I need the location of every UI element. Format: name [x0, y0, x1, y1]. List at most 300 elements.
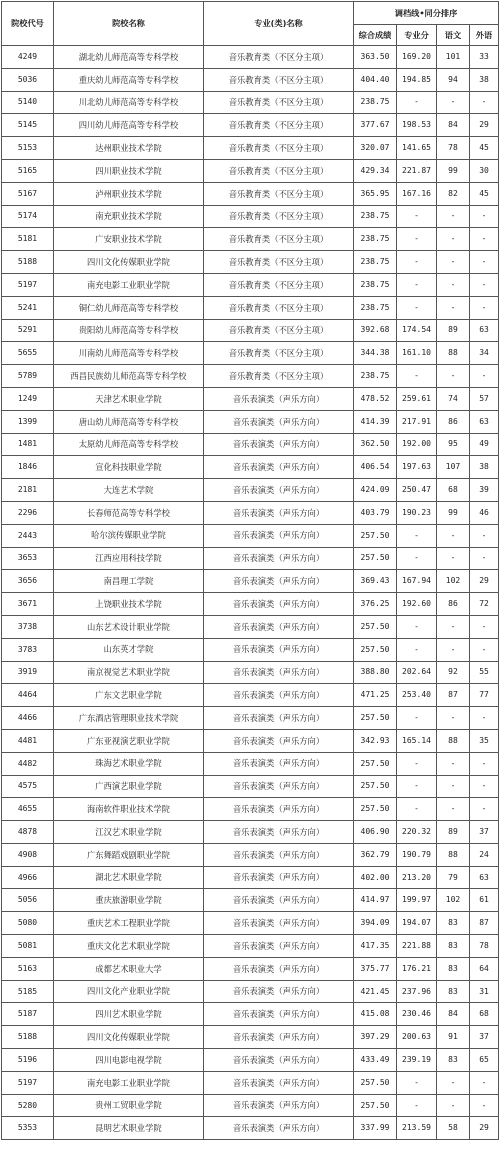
header-school-name: 院校名称 — [54, 2, 204, 46]
table-row — [2, 798, 499, 821]
school-name-cell: 西昌民族幼儿师范高等专科学校 — [54, 365, 204, 388]
chinese-score-cell: - — [437, 752, 470, 775]
table-row — [2, 1071, 499, 1094]
header-major-name: 专业(类)名称 — [204, 2, 354, 46]
table-row — [2, 638, 499, 661]
chinese-score-cell: - — [437, 251, 470, 274]
total-score-cell: 376.25 — [354, 593, 397, 616]
chinese-score-cell: 78 — [437, 137, 470, 160]
chinese-score-cell: 91 — [437, 1026, 470, 1049]
chinese-score-cell: 83 — [437, 912, 470, 935]
total-score-cell: 257.50 — [354, 1071, 397, 1094]
major-name-cell: 音乐教育类（不区分主项） — [204, 319, 354, 342]
major-name-cell: 音乐表演类（声乐方向） — [204, 1049, 354, 1072]
school-name-cell: 宣化科技职业学院 — [54, 456, 204, 479]
chinese-score-cell: - — [437, 775, 470, 798]
table-row — [2, 866, 499, 889]
admission-table-container — [1, 1, 498, 1140]
header-school-code: 院校代号 — [2, 2, 54, 46]
chinese-score-cell: 58 — [437, 1117, 470, 1140]
table-row — [2, 228, 499, 251]
school-code-cell: 5174 — [2, 205, 54, 228]
foreign-language-score-cell: - — [470, 91, 499, 114]
school-name-cell: 广东舞蹈戏剧职业学院 — [54, 843, 204, 866]
professional-score-cell: - — [397, 615, 437, 638]
major-name-cell: 音乐表演类（声乐方向） — [204, 1003, 354, 1026]
foreign-language-score-cell: 55 — [470, 661, 499, 684]
table-row — [2, 729, 499, 752]
major-name-cell: 音乐表演类（声乐方向） — [204, 479, 354, 502]
chinese-score-cell: 95 — [437, 433, 470, 456]
professional-score-cell: 259.61 — [397, 387, 437, 410]
total-score-cell: 238.75 — [354, 365, 397, 388]
total-score-cell: 402.00 — [354, 866, 397, 889]
table-row — [2, 1117, 499, 1140]
chinese-score-cell: 102 — [437, 570, 470, 593]
professional-score-cell: 221.88 — [397, 935, 437, 958]
major-name-cell: 音乐表演类（声乐方向） — [204, 524, 354, 547]
school-name-cell: 达州职业技术学院 — [54, 137, 204, 160]
professional-score-cell: - — [397, 547, 437, 570]
school-code-cell: 3671 — [2, 593, 54, 616]
total-score-cell: 414.39 — [354, 410, 397, 433]
school-code-cell: 4481 — [2, 729, 54, 752]
school-name-cell: 山东英才学院 — [54, 638, 204, 661]
professional-score-cell: 213.59 — [397, 1117, 437, 1140]
table-row — [2, 775, 499, 798]
table-row — [2, 821, 499, 844]
major-name-cell: 音乐表演类（声乐方向） — [204, 456, 354, 479]
table-row — [2, 319, 499, 342]
chinese-score-cell: - — [437, 524, 470, 547]
professional-score-cell: 141.65 — [397, 137, 437, 160]
major-name-cell: 音乐表演类（声乐方向） — [204, 684, 354, 707]
table-row — [2, 137, 499, 160]
chinese-score-cell: 88 — [437, 342, 470, 365]
professional-score-cell: 174.54 — [397, 319, 437, 342]
major-name-cell: 音乐表演类（声乐方向） — [204, 729, 354, 752]
foreign-language-score-cell: 45 — [470, 137, 499, 160]
total-score-cell: 342.93 — [354, 729, 397, 752]
table-row — [2, 524, 499, 547]
school-name-cell: 四川文化传媒职业学院 — [54, 251, 204, 274]
professional-score-cell: - — [397, 638, 437, 661]
school-name-cell: 南京视觉艺术职业学院 — [54, 661, 204, 684]
table-row — [2, 273, 499, 296]
chinese-score-cell: 102 — [437, 889, 470, 912]
table-row — [2, 182, 499, 205]
header-total-score: 综合成绩 — [354, 25, 397, 46]
school-code-cell: 4878 — [2, 821, 54, 844]
professional-score-cell: 199.97 — [397, 889, 437, 912]
professional-score-cell: 194.85 — [397, 68, 437, 91]
school-code-cell: 5181 — [2, 228, 54, 251]
school-name-cell: 四川文化产业职业学院 — [54, 980, 204, 1003]
school-name-cell: 铜仁幼儿师范高等专科学校 — [54, 296, 204, 319]
total-score-cell: 238.75 — [354, 91, 397, 114]
school-code-cell: 5241 — [2, 296, 54, 319]
table-row — [2, 159, 499, 182]
major-name-cell: 音乐表演类（声乐方向） — [204, 638, 354, 661]
table-row — [2, 433, 499, 456]
professional-score-cell: - — [397, 707, 437, 730]
school-code-cell: 4464 — [2, 684, 54, 707]
school-name-cell: 川北幼儿师范高等专科学校 — [54, 91, 204, 114]
chinese-score-cell: 86 — [437, 410, 470, 433]
foreign-language-score-cell: - — [470, 273, 499, 296]
total-score-cell: 471.25 — [354, 684, 397, 707]
chinese-score-cell: 84 — [437, 1003, 470, 1026]
chinese-score-cell: 88 — [437, 729, 470, 752]
school-code-cell: 1249 — [2, 387, 54, 410]
table-row — [2, 205, 499, 228]
professional-score-cell: 230.46 — [397, 1003, 437, 1026]
professional-score-cell: - — [397, 296, 437, 319]
school-name-cell: 哈尔滨传媒职业学院 — [54, 524, 204, 547]
school-code-cell: 5196 — [2, 1049, 54, 1072]
total-score-cell: 238.75 — [354, 273, 397, 296]
table-row — [2, 68, 499, 91]
foreign-language-score-cell: 64 — [470, 957, 499, 980]
header-score-group: 调档线•同分排序 — [354, 2, 499, 25]
school-code-cell: 2296 — [2, 501, 54, 524]
school-name-cell: 广安职业技术学院 — [54, 228, 204, 251]
foreign-language-score-cell: 39 — [470, 479, 499, 502]
table-row — [2, 593, 499, 616]
total-score-cell: 257.50 — [354, 752, 397, 775]
total-score-cell: 257.50 — [354, 524, 397, 547]
professional-score-cell: - — [397, 228, 437, 251]
major-name-cell: 音乐表演类（声乐方向） — [204, 501, 354, 524]
foreign-language-score-cell: 63 — [470, 866, 499, 889]
school-code-cell: 3653 — [2, 547, 54, 570]
major-name-cell: 音乐表演类（声乐方向） — [204, 1117, 354, 1140]
school-name-cell: 湖北幼儿师范高等专科学校 — [54, 46, 204, 69]
school-name-cell: 四川文化传媒职业学院 — [54, 1026, 204, 1049]
school-name-cell: 上饶职业技术学院 — [54, 593, 204, 616]
foreign-language-score-cell: 37 — [470, 1026, 499, 1049]
school-code-cell: 5056 — [2, 889, 54, 912]
total-score-cell: 415.08 — [354, 1003, 397, 1026]
major-name-cell: 音乐表演类（声乐方向） — [204, 1026, 354, 1049]
chinese-score-cell: 86 — [437, 593, 470, 616]
table-row — [2, 91, 499, 114]
chinese-score-cell: - — [437, 547, 470, 570]
foreign-language-score-cell: 63 — [470, 319, 499, 342]
foreign-language-score-cell: 29 — [470, 114, 499, 137]
professional-score-cell: 221.87 — [397, 159, 437, 182]
total-score-cell: 417.35 — [354, 935, 397, 958]
total-score-cell: 404.40 — [354, 68, 397, 91]
foreign-language-score-cell: 49 — [470, 433, 499, 456]
school-code-cell: 5081 — [2, 935, 54, 958]
chinese-score-cell: 83 — [437, 980, 470, 1003]
major-name-cell: 音乐表演类（声乐方向） — [204, 410, 354, 433]
school-name-cell: 天津艺术职业学院 — [54, 387, 204, 410]
school-code-cell: 2181 — [2, 479, 54, 502]
major-name-cell: 音乐表演类（声乐方向） — [204, 821, 354, 844]
professional-score-cell: - — [397, 524, 437, 547]
school-name-cell: 重庆幼儿师范高等专科学校 — [54, 68, 204, 91]
major-name-cell: 音乐表演类（声乐方向） — [204, 752, 354, 775]
school-code-cell: 5185 — [2, 980, 54, 1003]
chinese-score-cell: - — [437, 273, 470, 296]
table-row — [2, 935, 499, 958]
major-name-cell: 音乐教育类（不区分主项） — [204, 365, 354, 388]
school-name-cell: 南充职业技术学院 — [54, 205, 204, 228]
professional-score-cell: 169.20 — [397, 46, 437, 69]
professional-score-cell: - — [397, 205, 437, 228]
school-code-cell: 5188 — [2, 251, 54, 274]
major-name-cell: 音乐教育类（不区分主项） — [204, 46, 354, 69]
total-score-cell: 257.50 — [354, 775, 397, 798]
chinese-score-cell: - — [437, 205, 470, 228]
chinese-score-cell: 83 — [437, 957, 470, 980]
professional-score-cell: 202.64 — [397, 661, 437, 684]
school-code-cell: 4908 — [2, 843, 54, 866]
table-row — [2, 957, 499, 980]
total-score-cell: 375.77 — [354, 957, 397, 980]
total-score-cell: 337.99 — [354, 1117, 397, 1140]
total-score-cell: 238.75 — [354, 251, 397, 274]
school-name-cell: 南充电影工业职业学院 — [54, 273, 204, 296]
chinese-score-cell: - — [437, 707, 470, 730]
professional-score-cell: 197.63 — [397, 456, 437, 479]
table-row — [2, 752, 499, 775]
major-name-cell: 音乐表演类（声乐方向） — [204, 707, 354, 730]
school-code-cell: 5188 — [2, 1026, 54, 1049]
total-score-cell: 238.75 — [354, 228, 397, 251]
school-name-cell: 重庆艺术工程职业学院 — [54, 912, 204, 935]
total-score-cell: 388.80 — [354, 661, 397, 684]
school-name-cell: 南充电影工业职业学院 — [54, 1071, 204, 1094]
foreign-language-score-cell: 38 — [470, 68, 499, 91]
school-name-cell: 贵阳幼儿师范高等专科学校 — [54, 319, 204, 342]
foreign-language-score-cell: - — [470, 638, 499, 661]
header-foreign-language-score: 外语 — [470, 25, 499, 46]
table-row — [2, 889, 499, 912]
major-name-cell: 音乐教育类（不区分主项） — [204, 273, 354, 296]
professional-score-cell: 213.20 — [397, 866, 437, 889]
school-name-cell: 广西演艺职业学院 — [54, 775, 204, 798]
table-row — [2, 501, 499, 524]
total-score-cell: 320.07 — [354, 137, 397, 160]
major-name-cell: 音乐教育类（不区分主项） — [204, 91, 354, 114]
total-score-cell: 429.34 — [354, 159, 397, 182]
foreign-language-score-cell: 46 — [470, 501, 499, 524]
school-code-cell: 5153 — [2, 137, 54, 160]
professional-score-cell: 217.91 — [397, 410, 437, 433]
major-name-cell: 音乐教育类（不区分主项） — [204, 68, 354, 91]
total-score-cell: 257.50 — [354, 1094, 397, 1117]
foreign-language-score-cell: 78 — [470, 935, 499, 958]
school-code-cell: 4575 — [2, 775, 54, 798]
major-name-cell: 音乐表演类（声乐方向） — [204, 661, 354, 684]
major-name-cell: 音乐教育类（不区分主项） — [204, 228, 354, 251]
professional-score-cell: - — [397, 1094, 437, 1117]
chinese-score-cell: 107 — [437, 456, 470, 479]
school-name-cell: 四川艺术职业学院 — [54, 1003, 204, 1026]
professional-score-cell: 167.94 — [397, 570, 437, 593]
foreign-language-score-cell: - — [470, 251, 499, 274]
school-name-cell: 湖北艺术职业学院 — [54, 866, 204, 889]
school-code-cell: 5165 — [2, 159, 54, 182]
professional-score-cell: 237.96 — [397, 980, 437, 1003]
total-score-cell: 397.29 — [354, 1026, 397, 1049]
major-name-cell: 音乐表演类（声乐方向） — [204, 843, 354, 866]
professional-score-cell: - — [397, 775, 437, 798]
major-name-cell: 音乐表演类（声乐方向） — [204, 615, 354, 638]
chinese-score-cell: - — [437, 638, 470, 661]
chinese-score-cell: 89 — [437, 821, 470, 844]
foreign-language-score-cell: 35 — [470, 729, 499, 752]
professional-score-cell: 165.14 — [397, 729, 437, 752]
table-row — [2, 1094, 499, 1117]
professional-score-cell: 161.10 — [397, 342, 437, 365]
school-name-cell: 海南软件职业技术学院 — [54, 798, 204, 821]
table-row — [2, 114, 499, 137]
table-row — [2, 912, 499, 935]
foreign-language-score-cell: 29 — [470, 1117, 499, 1140]
chinese-score-cell: 83 — [437, 1049, 470, 1072]
foreign-language-score-cell: 57 — [470, 387, 499, 410]
chinese-score-cell: 89 — [437, 319, 470, 342]
professional-score-cell: 192.00 — [397, 433, 437, 456]
table-row — [2, 365, 499, 388]
foreign-language-score-cell: 61 — [470, 889, 499, 912]
school-code-cell: 3783 — [2, 638, 54, 661]
total-score-cell: 257.50 — [354, 547, 397, 570]
school-code-cell: 3656 — [2, 570, 54, 593]
school-code-cell: 5167 — [2, 182, 54, 205]
foreign-language-score-cell: - — [470, 1071, 499, 1094]
major-name-cell: 音乐表演类（声乐方向） — [204, 798, 354, 821]
chinese-score-cell: - — [437, 615, 470, 638]
total-score-cell: 369.43 — [354, 570, 397, 593]
professional-score-cell: 190.79 — [397, 843, 437, 866]
school-name-cell: 唐山幼儿师范高等专科学校 — [54, 410, 204, 433]
table-row — [2, 661, 499, 684]
chinese-score-cell: 84 — [437, 114, 470, 137]
school-name-cell: 珠海艺术职业学院 — [54, 752, 204, 775]
chinese-score-cell: - — [437, 91, 470, 114]
table-row — [2, 707, 499, 730]
foreign-language-score-cell: - — [470, 775, 499, 798]
school-name-cell: 四川幼儿师范高等专科学校 — [54, 114, 204, 137]
table-row — [2, 547, 499, 570]
total-score-cell: 238.75 — [354, 296, 397, 319]
chinese-score-cell: - — [437, 296, 470, 319]
chinese-score-cell: 68 — [437, 479, 470, 502]
professional-score-cell: 176.21 — [397, 957, 437, 980]
major-name-cell: 音乐教育类（不区分主项） — [204, 205, 354, 228]
total-score-cell: 406.90 — [354, 821, 397, 844]
major-name-cell: 音乐表演类（声乐方向） — [204, 570, 354, 593]
school-name-cell: 广东酒店管理职业技术学院 — [54, 707, 204, 730]
total-score-cell: 433.49 — [354, 1049, 397, 1072]
table-row — [2, 843, 499, 866]
school-code-cell: 5280 — [2, 1094, 54, 1117]
total-score-cell: 406.54 — [354, 456, 397, 479]
table-row — [2, 387, 499, 410]
foreign-language-score-cell: - — [470, 798, 499, 821]
school-code-cell: 1399 — [2, 410, 54, 433]
major-name-cell: 音乐表演类（声乐方向） — [204, 1094, 354, 1117]
school-code-cell: 5291 — [2, 319, 54, 342]
school-name-cell: 昆明艺术职业学院 — [54, 1117, 204, 1140]
major-name-cell: 音乐表演类（声乐方向） — [204, 387, 354, 410]
foreign-language-score-cell: 68 — [470, 1003, 499, 1026]
school-code-cell: 5789 — [2, 365, 54, 388]
professional-score-cell: - — [397, 365, 437, 388]
major-name-cell: 音乐教育类（不区分主项） — [204, 114, 354, 137]
professional-score-cell: 239.19 — [397, 1049, 437, 1072]
chinese-score-cell: 101 — [437, 46, 470, 69]
major-name-cell: 音乐表演类（声乐方向） — [204, 912, 354, 935]
total-score-cell: 363.50 — [354, 46, 397, 69]
foreign-language-score-cell: 30 — [470, 159, 499, 182]
table-row — [2, 1003, 499, 1026]
foreign-language-score-cell: - — [470, 524, 499, 547]
school-code-cell: 2443 — [2, 524, 54, 547]
total-score-cell: 257.50 — [354, 798, 397, 821]
chinese-score-cell: 74 — [437, 387, 470, 410]
school-name-cell: 四川职业技术学院 — [54, 159, 204, 182]
major-name-cell: 音乐教育类（不区分主项） — [204, 342, 354, 365]
table-row — [2, 570, 499, 593]
chinese-score-cell: 87 — [437, 684, 470, 707]
foreign-language-score-cell: - — [470, 228, 499, 251]
foreign-language-score-cell: - — [470, 707, 499, 730]
chinese-score-cell: - — [437, 365, 470, 388]
professional-score-cell: 253.40 — [397, 684, 437, 707]
major-name-cell: 音乐教育类（不区分主项） — [204, 159, 354, 182]
professional-score-cell: 190.23 — [397, 501, 437, 524]
chinese-score-cell: 79 — [437, 866, 470, 889]
professional-score-cell: 250.47 — [397, 479, 437, 502]
school-name-cell: 贵州工贸职业学院 — [54, 1094, 204, 1117]
major-name-cell: 音乐表演类（声乐方向） — [204, 433, 354, 456]
total-score-cell: 394.09 — [354, 912, 397, 935]
school-name-cell: 江汉艺术职业学院 — [54, 821, 204, 844]
foreign-language-score-cell: 72 — [470, 593, 499, 616]
table-row — [2, 615, 499, 638]
school-code-cell: 4966 — [2, 866, 54, 889]
school-code-cell: 5197 — [2, 1071, 54, 1094]
school-name-cell: 南昌理工学院 — [54, 570, 204, 593]
school-name-cell: 泸州职业技术学院 — [54, 182, 204, 205]
table-row — [2, 1026, 499, 1049]
major-name-cell: 音乐表演类（声乐方向） — [204, 775, 354, 798]
foreign-language-score-cell: 63 — [470, 410, 499, 433]
major-name-cell: 音乐教育类（不区分主项） — [204, 251, 354, 274]
chinese-score-cell: 94 — [437, 68, 470, 91]
table-row — [2, 980, 499, 1003]
school-name-cell: 大连艺术学院 — [54, 479, 204, 502]
table-row — [2, 410, 499, 433]
chinese-score-cell: 83 — [437, 935, 470, 958]
school-code-cell: 3919 — [2, 661, 54, 684]
total-score-cell: 238.75 — [354, 205, 397, 228]
school-code-cell: 5353 — [2, 1117, 54, 1140]
school-code-cell: 3738 — [2, 615, 54, 638]
foreign-language-score-cell: 38 — [470, 456, 499, 479]
total-score-cell: 257.50 — [354, 707, 397, 730]
foreign-language-score-cell: - — [470, 752, 499, 775]
professional-score-cell: - — [397, 91, 437, 114]
professional-score-cell: 198.53 — [397, 114, 437, 137]
foreign-language-score-cell: 77 — [470, 684, 499, 707]
